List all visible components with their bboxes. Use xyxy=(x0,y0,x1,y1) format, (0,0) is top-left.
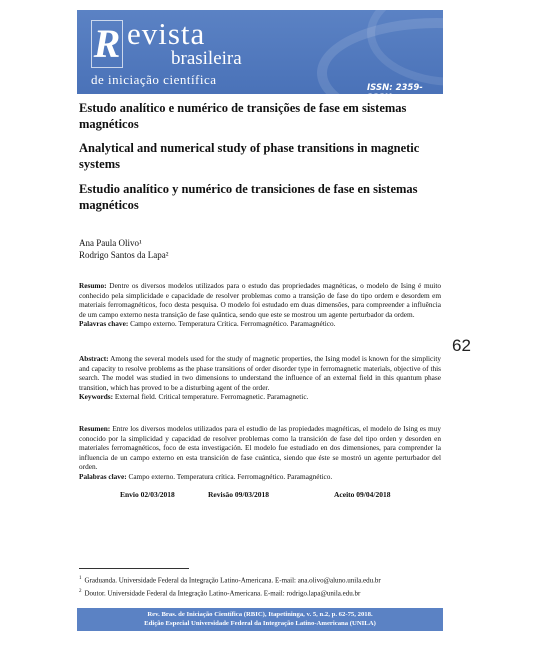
footnote-2-text: Doutor. Universidade Federal da Integração Latino-Americana. E-mail: rodrigo.lapa@unila.edu.br xyxy=(84,589,361,598)
author-2: Rodrigo Santos da Lapa² xyxy=(79,250,169,260)
footnote-1-text: Graduanda. Universidade Federal da Integração Latino-Americana. E-mail: ana.olivo@aluno.unila.edu.br xyxy=(84,576,381,585)
footer-citation: Rev. Bras. de Iniciação Científica (RBIC), Itapetininga, v. 5, n.2, p. 62-75, 2018. xyxy=(147,611,373,618)
resumo-keywords-label: Palavras chave: xyxy=(79,319,129,329)
journal-footer xyxy=(77,608,443,631)
footnote-2-mark: 2 xyxy=(79,589,82,594)
footnote-2 xyxy=(79,587,360,598)
resumen-keywords: Campo externo. Temperatura crítica. Ferromagnético. Paramagnético. xyxy=(128,471,333,481)
date-aceito: Aceito 09/04/2018 xyxy=(334,490,391,499)
title-spanish: Estudio analítico y numérico de transiciones de fase en sistemas magnéticos xyxy=(79,182,418,212)
abstract-keywords-label: Keywords: xyxy=(79,392,114,402)
logo-tagline: de iniciação científica xyxy=(91,72,217,87)
issn-label: ISSN: 2359-232X xyxy=(367,83,423,103)
abstract-keywords: External field. Critical temperature. Ferromagnetic. Paramagnetic. xyxy=(114,392,309,402)
authors xyxy=(79,237,168,261)
abstract-block xyxy=(79,354,441,402)
resumen-text: Entre los diversos modelos utilizados para el estudio de las propiedades magnéticas, el modelo de Ising es muy conocido por la simplicidad y capacidad de resolver problemas como la transición de fase del tipo orden y desorden en materiales ferromagnéticos, foco de esta investigación. El modelo fue estudiado en dos dimensiones, para comprender la influencia de un campo externo en esta transición de fase cuántica, siendo que éste se mostró un agente perturbador del orden. xyxy=(79,424,441,472)
footnote-1-mark: 1 xyxy=(79,576,82,581)
abstract-text: Among the several models used for the study of magnetic properties, the Ising model is known for the simplicity and capacity to resolve problems as the phase transitions of order disorder type in ferromagnetic materials, objective of this search. The model was studied in two dimensions to understand the influence of an external field in this quantum phase transition, which has proved to be a disturbing agent of the order. xyxy=(79,354,441,392)
resumen-label: Resumen: xyxy=(79,424,111,433)
date-revisao: Revisão 09/03/2018 xyxy=(208,490,270,499)
resumo-text: Dentre os diversos modelos utilizados para o estudo das propriedades magnéticas, o modelo de Ising é muito conhecido pela simplicidade e capacidade de resolver problemas como a transição de fase do tipo ordem e desordem em materiais ferromagnéticos, foco desta pesquisa. O modelo foi estudado em duas dimensões, para compreender a influência de um campo externo nesta transição de fase quântica, sendo que este se mostrou um agente perturbador da ordem. xyxy=(79,281,442,319)
page-number: 62 xyxy=(452,336,471,355)
date-envio: Envio 02/03/2018 xyxy=(120,490,175,499)
resumo-label: Resumo: xyxy=(79,281,107,290)
logo-title: evista xyxy=(127,16,206,51)
resumen-block xyxy=(79,424,441,482)
journal-banner xyxy=(77,10,443,103)
logo-letter: R xyxy=(91,20,123,68)
resumen-keywords-label: Palabras clave: xyxy=(79,471,127,481)
resumo-keywords: Campo externo. Temperatura Crítica. Ferromagnético. Paramagnético. xyxy=(130,319,336,329)
logo-subtitle: brasileira xyxy=(171,48,242,69)
footnote-1 xyxy=(79,574,381,585)
title-portuguese: Estudo analítico e numérico de transições de fase em sistemas magnéticos xyxy=(79,101,407,131)
abstract-label: Abstract: xyxy=(79,354,109,363)
footnote-separator xyxy=(79,568,189,569)
title-english: Analytical and numerical study of phase transitions in magnetic systems xyxy=(79,141,420,171)
author-1: Ana Paula Olivo¹ xyxy=(79,238,142,248)
resumo-block xyxy=(79,281,441,329)
footer-edition: Edição Especial Universidade Federal da Integração Latino-Americana (UNILA) xyxy=(144,620,376,627)
